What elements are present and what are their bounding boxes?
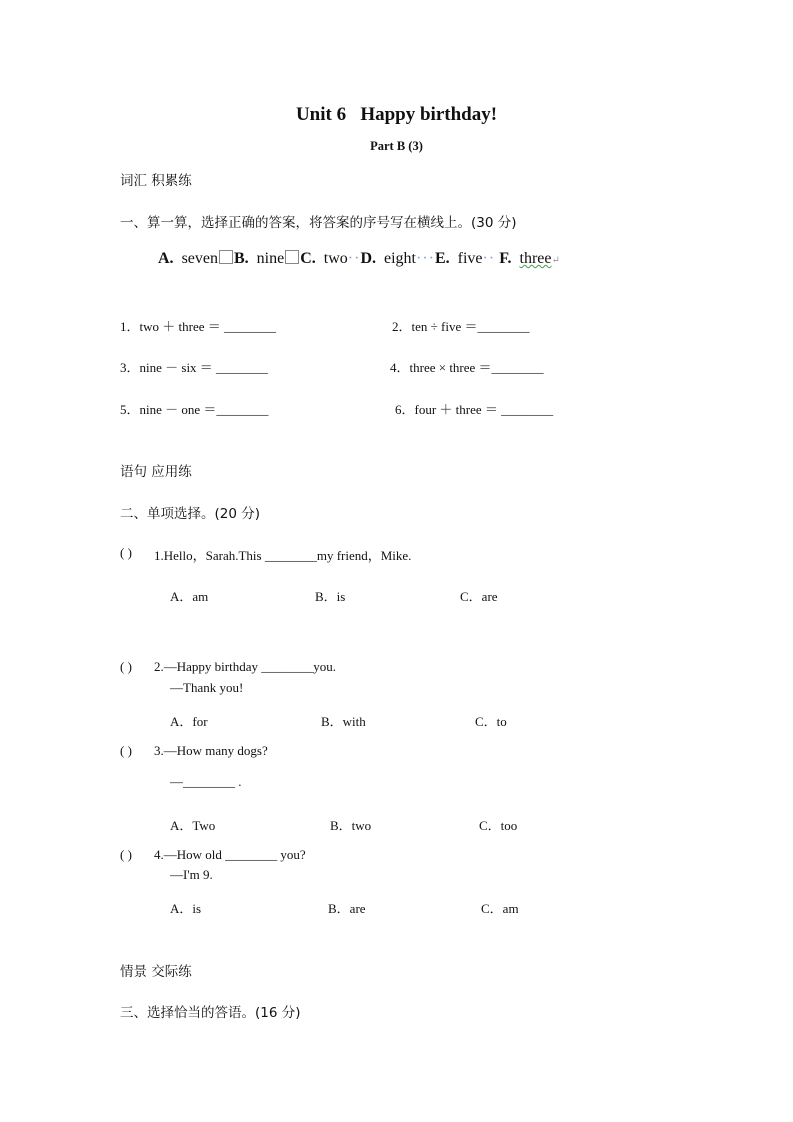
- q3-option-b: B．two: [330, 818, 372, 833]
- answer-paren: ( ): [120, 659, 132, 674]
- option-word-a: seven: [181, 250, 218, 267]
- space-marks-icon: ··: [482, 250, 496, 267]
- q2-option-a: A．for: [170, 714, 208, 729]
- option-word-e: five: [457, 250, 483, 267]
- q4-option-c: C．am: [481, 901, 519, 916]
- math-problem-2: 2．ten ÷ five ＝________: [392, 319, 530, 334]
- question-reply-3: —________ .: [170, 774, 242, 789]
- q3-option-c: C．too: [479, 818, 518, 833]
- section-heading-scene: 情景 交际练: [120, 964, 192, 980]
- math-problem-6: 6．four ＋ three ＝ ________: [395, 402, 554, 417]
- space-marks-icon: ··: [347, 250, 361, 267]
- q4-option-a: A．is: [170, 901, 202, 916]
- q2-option-c: C．to: [475, 714, 507, 729]
- section-instruction-2: 二、单项选择。(20 分): [120, 506, 261, 522]
- answer-paren: ( ): [120, 847, 132, 862]
- question-stem-3: 3.—How many dogs?: [154, 743, 268, 758]
- answer-paren: ( ): [120, 743, 132, 758]
- math-problem-3: 3．nine － six ＝ ________: [120, 360, 269, 375]
- question-reply-4: —I'm 9.: [170, 867, 213, 882]
- question-reply-2: —Thank you!: [170, 680, 244, 695]
- q3-option-a: A．Two: [170, 818, 216, 833]
- math-problem-5: 5．nine － one ＝________: [120, 402, 269, 417]
- option-letter-b: B.: [234, 250, 249, 267]
- math-problem-4: 4．three × three ＝________: [390, 360, 544, 375]
- box-symbol-icon: [219, 250, 233, 264]
- q2-option-b: B．with: [321, 714, 366, 729]
- math-problem-1: 1．two ＋ three ＝ ________: [120, 319, 276, 334]
- option-letter-c: C.: [300, 250, 316, 267]
- section-heading-sentence: 语句 应用练: [120, 464, 192, 480]
- section-instruction-3: 三、选择恰当的答语。(16 分): [120, 1005, 301, 1021]
- page-title: Unit 6 Happy birthday!: [295, 104, 498, 125]
- option-word-c: two: [323, 250, 348, 267]
- q1-option-a: A．am: [170, 589, 209, 604]
- question-stem-4: 4.—How old ________ you?: [154, 847, 306, 862]
- option-letter-e: E.: [434, 250, 450, 267]
- option-word-d: eight: [384, 250, 416, 267]
- section-instruction-1: 一、算一算，选择正确的答案，将答案的序号写在横线上。(30 分): [120, 215, 517, 231]
- box-symbol-icon: [285, 250, 299, 264]
- option-letter-d: D.: [360, 250, 376, 267]
- section-heading-vocab: 词汇 积累练: [120, 173, 192, 189]
- q1-option-c: C．are: [460, 589, 498, 604]
- option-word-b: nine: [256, 250, 285, 267]
- option-bank: [158, 250, 560, 268]
- q4-option-b: B．are: [328, 901, 366, 916]
- option-letter-f: F.: [499, 250, 512, 267]
- paragraph-return-icon: ↵: [551, 255, 560, 266]
- answer-paren: ( ): [120, 545, 132, 560]
- space-marks-icon: ···: [416, 250, 435, 267]
- option-letter-a: A.: [158, 250, 174, 267]
- q1-option-b: B．is: [315, 589, 346, 604]
- question-stem-1: 1.Hello，Sarah.This ________my friend，Mike.: [154, 548, 412, 563]
- question-stem-2: 2.—Happy birthday ________you.: [154, 659, 336, 674]
- option-word-f: three: [519, 250, 552, 267]
- page-subtitle: Part B (3): [370, 139, 423, 153]
